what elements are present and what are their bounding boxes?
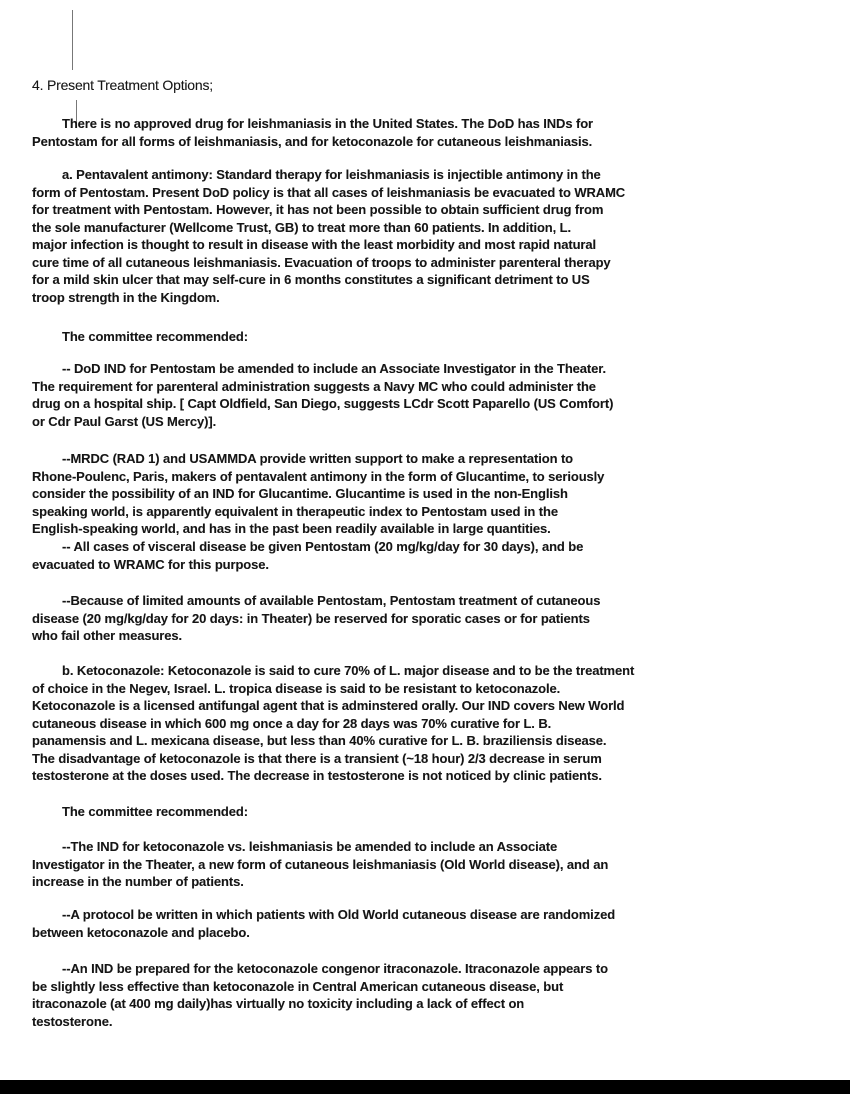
paragraph-line: panamensis and L. mexicana disease, but less than 40% curative for L. B. braziliensis disease. — [32, 733, 607, 748]
paragraph-line: Investigator in the Theater, a new form of cutaneous leishmaniasis (Old World disease), and an — [32, 856, 609, 872]
paragraph-line: who fail other measures. — [32, 628, 183, 643]
paragraph-line: or Cdr Paul Garst (US Mercy)]. — [32, 413, 217, 429]
paragraph-line: troop strength in the Kingdom. — [32, 289, 220, 305]
paragraph-line: cure time of all cutaneous leishmaniasis. Evacuation of troops to administer parenteral therapy — [32, 254, 611, 270]
paragraph-line: Rhone-Poulenc, Paris, makers of pentavalent antimony in the form of Glucantime, to seriously — [32, 468, 605, 484]
paragraph-line: testosterone at the doses used. The decrease in testosterone is not noticed by clinic patients. — [32, 768, 602, 783]
paragraph-first-line: a. Pentavalent antimony: Standard therapy for leishmaniasis is injectible antimony in the — [62, 167, 601, 182]
paragraph-first-line: There is no approved drug for leishmaniasis in the United States. The DoD has INDs for — [62, 116, 593, 131]
paragraph-line: The requirement for parenteral administration suggests a Navy MC who could administer the — [32, 378, 596, 394]
paragraph-line: itraconazole (at 400 mg daily)has virtually no toxicity including a lack of effect on — [32, 996, 525, 1011]
paragraph-line: cutaneous disease in which 600 mg once a day for 28 days was 70% curative for L. B. — [32, 715, 552, 731]
paragraph-line: for treatment with Pentostam. However, it has not been possible to obtain sufficient drug from — [32, 202, 604, 217]
paragraph-line: of choice in the Negev, Israel. L. tropica disease is said to be resistant to ketoconazole. — [32, 680, 561, 696]
paragraph-first-line: b. Ketoconazole: Ketoconazole is said to cure 70% of L. major disease and to be the treatment — [62, 663, 635, 678]
paragraph-first-line: -- All cases of visceral disease be given Pentostam (20 mg/kg/day for 30 days), and be — [62, 539, 584, 554]
paragraph-first-line: --A protocol be written in which patients with Old World cutaneous disease are randomized — [62, 907, 616, 922]
paragraph-line: between ketoconazole and placebo. — [32, 924, 250, 940]
paragraph-first-line: The committee recommended: — [62, 804, 248, 819]
paragraph-first-line: --An IND be prepared for the ketoconazole congenor itraconazole. Itraconazole appears to — [62, 961, 608, 976]
paragraph-first-line: The committee recommended: — [62, 329, 248, 344]
paragraph-line: speaking world, is apparently equivalent in therapeutic index to Pentostam used in the — [32, 503, 558, 519]
paragraph-line: Pentostam for all forms of leishmaniasis, and for ketoconazole for cutaneous leishmaniasis. — [32, 133, 593, 149]
scan-border — [0, 1080, 850, 1094]
paragraph-line: English-speaking world, and has in the past been readily available in large quantities. — [32, 521, 551, 536]
paragraph-first-line: --MRDC (RAD 1) and USAMMDA provide written support to make a representation to — [62, 451, 574, 466]
paragraph-line: Ketoconazole is a licensed antifungal agent that is adminstered orally. Our IND covers New World — [32, 698, 625, 713]
paragraph-first-line: --The IND for ketoconazole vs. leishmaniasis be amended to include an Associate — [62, 839, 558, 854]
paragraph-line: major infection is thought to result in disease with the least morbidity and most rapid natural — [32, 237, 597, 252]
paragraph-line: The disadvantage of ketoconazole is that there is a transient (~18 hour) 2/3 decrease in serum — [32, 750, 602, 766]
paragraph-line: testosterone. — [32, 1013, 113, 1029]
paragraph-line: for a mild skin ulcer that may self-cure in 6 months constitutes a significant detriment to US — [32, 272, 590, 287]
scan-mark — [72, 10, 73, 70]
paragraph-line: disease (20 mg/kg/day for 20 days: in Theater) be reserved for sporatic cases or for patients — [32, 610, 590, 626]
paragraph-first-line: -- DoD IND for Pentostam be amended to include an Associate Investigator in the Theater. — [62, 361, 607, 376]
section-heading: 4. Present Treatment Options; — [32, 77, 213, 93]
paragraph-line: consider the possibility of an IND for Glucantime. Glucantime is used in the non-English — [32, 486, 568, 501]
paragraph-first-line: --Because of limited amounts of available Pentostam, Pentostam treatment of cutaneous — [62, 593, 601, 608]
paragraph-line: increase in the number of patients. — [32, 874, 244, 889]
paragraph-line: drug on a hospital ship. [ Capt Oldfield, San Diego, suggests LCdr Scott Paparello (US Comfort) — [32, 396, 614, 411]
paragraph-line: evacuated to WRAMC for this purpose. — [32, 556, 269, 572]
paragraph-line: form of Pentostam. Present DoD policy is that all cases of leishmaniasis be evacuated to WRAMC — [32, 184, 626, 200]
paragraph-line: be slightly less effective than ketoconazole in Central American cutaneous disease, but — [32, 978, 564, 994]
paragraph-line: the sole manufacturer (Wellcome Trust, GB) to treat more than 60 patients. In addition, L. — [32, 219, 572, 235]
